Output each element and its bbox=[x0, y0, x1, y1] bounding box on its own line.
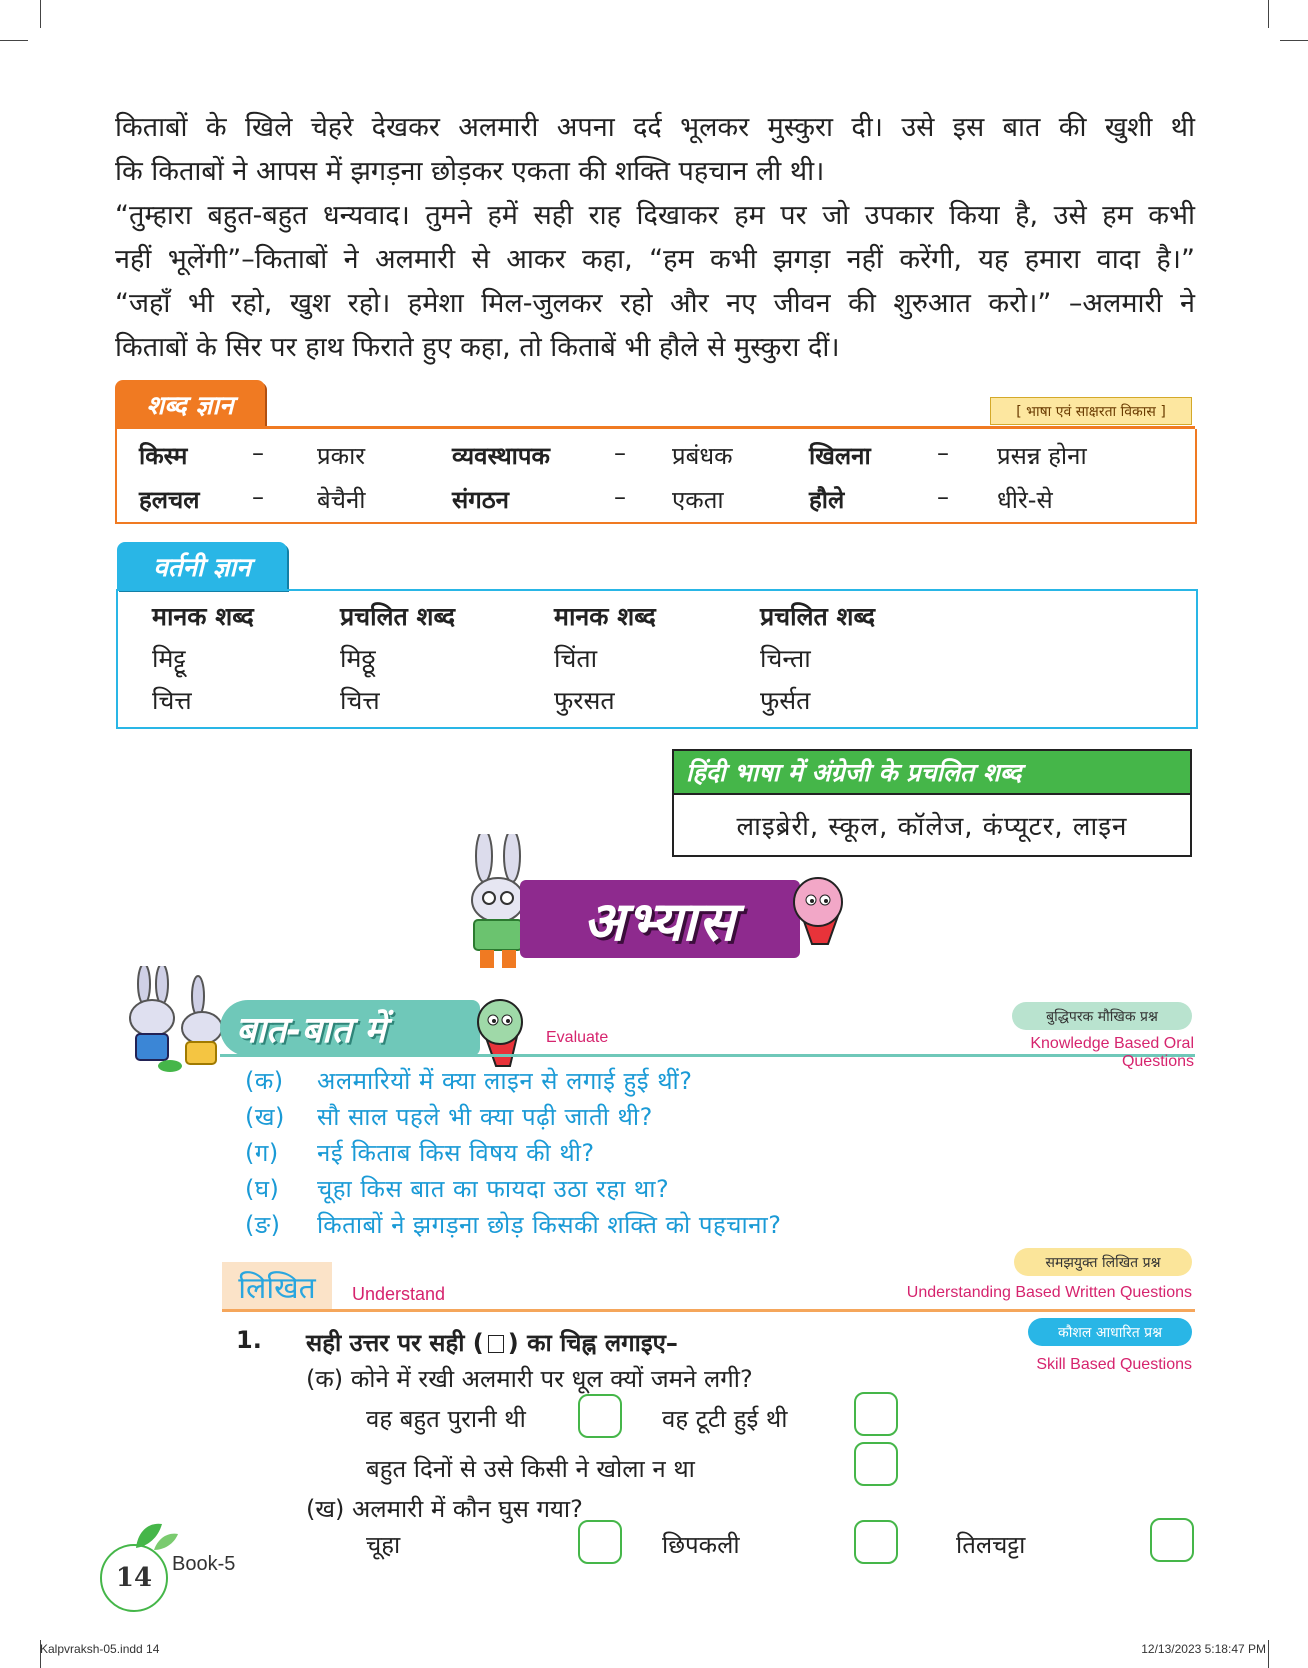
english-words-list: लाइब्रेरी, स्कूल, कॉलेज, कंप्यूटर, लाइन bbox=[672, 793, 1192, 857]
spelling-cell: मिठ्ठू bbox=[340, 644, 376, 673]
vocab-word: संगठन bbox=[452, 486, 509, 514]
book-label: Book-5 bbox=[172, 1553, 236, 1575]
paragraph-line: “जहाँ भी रहो, खुश रहो। हमेशा मिल-जुलकर रहो और नए जीवन की शुरुआत करो।” –अलमारी ने bbox=[115, 288, 1195, 319]
vocab-dash: – bbox=[614, 439, 626, 467]
understand-label: Understand bbox=[352, 1284, 446, 1304]
option-label: बहुत दिनों से उसे किसी ने खोला न था bbox=[366, 1455, 695, 1483]
paragraph-line: “तुम्हारा बहुत-बहुत धन्यवाद। तुमने हमें सही राह दिखाकर हम पर जो उपकार किया है, उसे हम कभी bbox=[115, 200, 1195, 231]
tick-box-symbol bbox=[488, 1335, 504, 1353]
sub-question-text: कोने में रखी अलमारी पर धूल क्यों जमने लगी? bbox=[350, 1365, 753, 1393]
question-text: किताबों ने झगड़ना छोड़ किसकी शक्ति को पहचाना? bbox=[317, 1211, 782, 1239]
sub-question-marker: (ख) bbox=[306, 1495, 345, 1523]
question-number: 1. bbox=[236, 1326, 262, 1354]
option-label: वह बहुत पुरानी थी bbox=[366, 1405, 526, 1433]
sub-question-marker: (क) bbox=[306, 1365, 344, 1393]
rabbits-illustration bbox=[110, 966, 230, 1074]
crop-mark bbox=[1280, 40, 1308, 41]
question-marker: (ग) bbox=[245, 1139, 279, 1167]
vocab-dash: – bbox=[252, 483, 264, 511]
oral-question bbox=[245, 1208, 781, 1241]
oral-question bbox=[245, 1064, 693, 1097]
vocab-meaning: धीरे-से bbox=[997, 486, 1053, 514]
question-marker: (घ) bbox=[245, 1175, 280, 1203]
sub-question bbox=[306, 1362, 753, 1395]
abhyas-banner: अभ्यास bbox=[520, 880, 800, 958]
vocab-word: खिलना bbox=[809, 442, 871, 470]
spelling-header: प्रचलित शब्द bbox=[760, 602, 876, 631]
vocab-dash: – bbox=[937, 483, 949, 511]
spelling-cell: चित्त bbox=[340, 686, 380, 715]
section-divider bbox=[222, 1309, 1195, 1312]
option-label: तिलचट्टा bbox=[956, 1531, 1026, 1559]
question-text: नई किताब किस विषय की थी? bbox=[317, 1139, 595, 1167]
file-info: Kalpvraksh-05.indd 14 bbox=[40, 1642, 160, 1656]
answer-checkbox[interactable] bbox=[854, 1520, 898, 1564]
spelling-header: मानक शब्द bbox=[152, 602, 254, 631]
skill-questions-badge: कौशल आधारित प्रश्न bbox=[1028, 1318, 1192, 1346]
oral-question bbox=[245, 1136, 595, 1169]
crop-mark bbox=[1268, 0, 1269, 28]
paragraph-line: कि किताबों ने आपस में झगड़ना छोड़कर एकता की शक्ति पहचान ली थी। bbox=[115, 156, 825, 187]
answer-checkbox[interactable] bbox=[1150, 1518, 1194, 1562]
option-label: चूहा bbox=[366, 1531, 401, 1559]
crop-mark bbox=[0, 40, 28, 41]
english-words-title: हिंदी भाषा में अंग्रेजी के प्रचलित शब्द bbox=[672, 749, 1192, 793]
question-text: चूहा किस बात का फायदा उठा रहा था? bbox=[317, 1175, 670, 1203]
oral-question bbox=[245, 1172, 669, 1205]
sub-question-text: अलमारी में कौन घुस गया? bbox=[352, 1495, 583, 1523]
vocab-meaning: प्रसन्न होना bbox=[997, 442, 1087, 470]
spelling-cell: चिंता bbox=[554, 644, 598, 673]
vocab-dash: – bbox=[252, 439, 264, 467]
answer-checkbox[interactable] bbox=[578, 1520, 622, 1564]
vocab-dash: – bbox=[614, 483, 626, 511]
option-label: छिपकली bbox=[662, 1531, 740, 1559]
vocab-word: हौले bbox=[809, 486, 845, 514]
spelling-header: मानक शब्द bbox=[554, 602, 656, 631]
pencil-mascot-illustration bbox=[780, 870, 850, 950]
vartani-gyan-title: वर्तनी ज्ञान bbox=[117, 542, 287, 590]
answer-checkbox[interactable] bbox=[578, 1394, 622, 1438]
vocab-word: व्यवस्थापक bbox=[452, 442, 550, 470]
option-label: वह टूटी हुई थी bbox=[662, 1405, 788, 1433]
question-instruction bbox=[306, 1326, 678, 1359]
vocab-meaning: बेचैनी bbox=[317, 486, 366, 514]
paragraph-line: नहीं भूलेंगी”–किताबों ने अलमारी से आकर कहा, “हम कभी झगड़ा नहीं करेंगी, यह हमारा वादा है।” bbox=[115, 244, 1195, 275]
spelling-cell: फुरसत bbox=[554, 686, 615, 715]
vocab-word: किस्म bbox=[139, 442, 188, 470]
answer-checkbox[interactable] bbox=[854, 1442, 898, 1486]
written-questions-label: Understanding Based Written Questions bbox=[906, 1284, 1192, 1301]
vartani-gyan-box bbox=[116, 589, 1198, 729]
crop-mark bbox=[40, 0, 41, 28]
question-marker: (ङ) bbox=[245, 1211, 281, 1239]
vocab-meaning: एकता bbox=[672, 486, 724, 514]
shabd-gyan-title: शब्द ज्ञान bbox=[115, 380, 265, 428]
paragraph-line: किताबों के सिर पर हाथ फिराते हुए कहा, तो किताबें भी हौले से मुस्कुरा दीं। bbox=[115, 332, 840, 363]
literacy-badge: [ भाषा एवं साक्षरता विकास ] bbox=[990, 397, 1192, 425]
instruction-text: सही उत्तर पर सही ( bbox=[306, 1329, 484, 1357]
question-marker: (क) bbox=[245, 1067, 284, 1095]
written-questions-badge: समझयुक्त लिखित प्रश्न bbox=[1014, 1248, 1192, 1276]
question-text: सौ साल पहले भी क्या पढ़ी जाती थी? bbox=[317, 1103, 653, 1131]
spelling-header: प्रचलित शब्द bbox=[340, 602, 456, 631]
crop-mark bbox=[1268, 1640, 1269, 1668]
spelling-cell: चिन्ता bbox=[760, 644, 811, 673]
oral-question bbox=[245, 1100, 653, 1133]
likhit-title: लिखित bbox=[222, 1262, 332, 1310]
page-number: 14 bbox=[100, 1544, 168, 1612]
print-datetime: 12/13/2023 5:18:47 PM bbox=[1141, 1642, 1266, 1656]
vocab-dash: – bbox=[937, 439, 949, 467]
shabd-gyan-box bbox=[115, 429, 1197, 524]
skill-questions-label: Skill Based Questions bbox=[1036, 1356, 1192, 1373]
spelling-cell: फुर्सत bbox=[760, 686, 811, 715]
oral-questions-badge: बुद्धिपरक मौखिक प्रश्न bbox=[1012, 1002, 1192, 1030]
evaluate-label: Evaluate bbox=[546, 1029, 609, 1046]
pencil-mascot-illustration bbox=[462, 990, 532, 1070]
vocab-meaning: प्रकार bbox=[317, 442, 366, 470]
question-marker: (ख) bbox=[245, 1103, 285, 1131]
answer-checkbox[interactable] bbox=[854, 1392, 898, 1436]
spelling-cell: मिट्टू bbox=[152, 644, 186, 673]
instruction-text: ) का चिह्न लगाइए– bbox=[507, 1329, 678, 1357]
paragraph-line: किताबों के खिले चेहरे देखकर अलमारी अपना दर्द भूलकर मुस्कुरा दी। उसे इस बात की खुशी थी bbox=[115, 112, 1195, 143]
vocab-word: हलचल bbox=[139, 486, 200, 514]
sub-question bbox=[306, 1492, 583, 1525]
spelling-cell: चित्त bbox=[152, 686, 192, 715]
baat-baat-mein-title: बात-बात में bbox=[220, 1000, 480, 1056]
vocab-meaning: प्रबंधक bbox=[672, 442, 733, 470]
oral-questions-label: Knowledge Based Oral Questions bbox=[1030, 1035, 1194, 1070]
story-paragraph bbox=[115, 106, 1195, 370]
question-text: अलमारियों में क्या लाइन से लगाई हुई थीं? bbox=[317, 1067, 693, 1095]
